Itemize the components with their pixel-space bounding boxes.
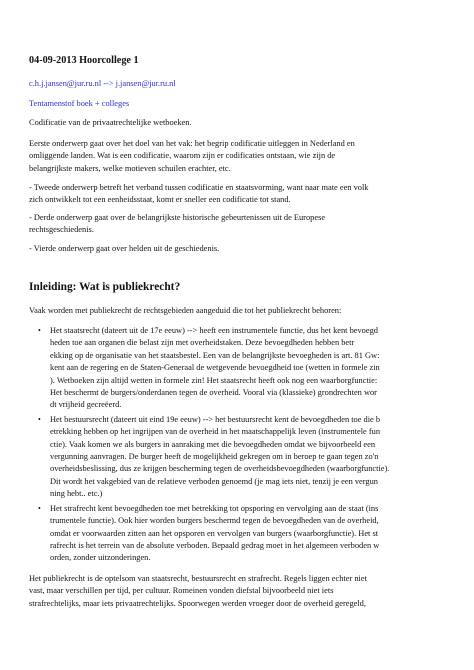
text-line: vast, maar verschillen per tijd, per cultuur. Romeinen vonden diefstal bijvoorbeeld niet iets [29,586,334,596]
tentamenstof-link[interactable]: Tentamenstof boek + colleges [29,99,130,108]
text-line: - Derde onderwerp gaat over de belangrijkste historische gebeurtenissen uit de Europese [29,213,326,222]
list-item-bestuursrecht [38,414,460,501]
text-line: Het publiekrecht is de optelsom van staatsrecht, bestuursrecht en strafrecht. Regels liggen echter niet [29,574,367,583]
text-line: overheidsbeslissing, dus ze krijgen bescherming tegen de overheidsbevoegdheden (waarborgfunctie). [50,464,390,474]
text-line: Het beschermt de burgers/onderdanen tegen de overheid. Vooral via (klassieke) grondrechten wor [50,388,377,398]
text-line: orden, zonder uitzonderingen. [50,553,151,563]
intro-paragraph-2 [29,182,449,207]
bullet-marker: • [38,414,41,424]
text-line: belangrijkste makers, welke motieven schuilen erachter, etc. [29,163,231,173]
text-line: Het staatsrecht (dateert uit de 17e eeuw) --> heeft een instrumentele functie, dus het kent bevoegd [50,326,378,335]
section-lead: Vaak worden met publiekrecht de rechtsgebieden aangeduid die tot het publiekrecht behoren: [29,306,342,315]
text-line: omdat er voorwaarden zitten aan het opsporen en vervolgen van burgers (waarborgfunctie). Het st [50,528,379,538]
text-line: Dit wordt het vakgebied van de relatieve verboden genoemd (je mag iets niet, tenzij je een vergun [50,476,378,486]
text-line: dt vrijheid gecreëerd. [50,400,122,410]
text-line: heden toe aan organen die belast zijn met overheidstaken. Deze bevoegdheden hebben betr [50,338,355,348]
text-line: Het strafrecht kent bevoegdheden toe met betrekking tot opsporing en vervolging aan de staat (ins [50,503,379,513]
text-line: Het bestuursrecht (dateert uit eind 19e eeuw) --> het bestuursrecht kent de bevoegdheden toe die b [50,414,381,424]
intro-paragraph-3 [29,212,449,237]
text-line: - Vierde onderwerp gaat over helden uit de geschiedenis. [29,244,220,253]
text-line: trumentele functie). Ook hier worden burgers beschermd tegen de bevoegdheden van de overheid, [50,516,379,526]
text-line: omliggende landen. Wat is een codificatie, waarom zijn er codificaties ontstaan, wie zijn de [29,151,336,161]
bullet-marker: • [38,326,41,335]
intro-paragraph-1 [29,138,449,175]
bullet-marker: • [38,503,41,513]
document-title: 04-09-2013 Hoorcollege 1 [29,55,139,66]
text-line: ekking op de organisatie van het staatsbestel. Een van de belangrijkste bevoegheden is art. 81 Gw: [50,350,380,360]
text-line: Eerste onderwerp gaat over het doel van het vak: het begrip codificatie uitleggen in Nederland en [29,139,355,148]
subject-line: Codificatie van de privaatrechtelijke wetboeken. [29,118,192,127]
bullet-list [38,325,460,565]
closing-paragraph [29,573,449,610]
text-line: vergunning aanvragen. De burger heeft de mogelijkheid gekregen om in beroep te gaan tegen zo'n [50,452,379,462]
text-line: - Tweede onderwerp betreft het verband tussen codificatie en staatsvorming, want naar mate een volk [29,183,369,192]
text-line: rechtsgeschiedenis. [29,225,94,235]
text-line: zich ontwikkelt tot een eenheidsstaat, komt er sneller een codificatie tot stand. [29,195,291,205]
text-line: ctie). Vaak komen we als burgers in aanraking met die bevoegdheden omdat we bijvoorbeeld een [50,439,376,449]
list-item-staatsrecht [38,325,460,412]
text-line: ). Wetboeken zijn altijd wetten in formele zin! Het staatsrecht heeft ook nog een waarborgfunctie: [50,375,378,385]
email-link[interactable]: c.h.j.jansen@jur.ru.nl --> j.jansen@jur.ru.nl [29,79,176,88]
text-line: strafrechtelijks, maar iets privaatrechtelijks. Spoorwegen werden vroeger door de overheid geregeld, [29,598,366,608]
text-line: kent aan de regering en de Staten-Generaal de wetgevende bevoegdheid toe (wetten in formele zin [50,363,380,373]
text-line: etrekking hebben op het ingrijpen van de overheid in het maatschappelijk leven (instrumentele fun [50,427,381,437]
intro-paragraph-4 [29,243,449,255]
section-heading: Inleiding: Wat is publiekrecht? [29,281,181,293]
list-item-strafrecht [38,503,460,565]
text-line: rafrecht is het terrein van de absolute verboden. Bepaald gedrag moet in het algemeen verboden w [50,540,380,550]
text-line: ning hebt.. etc.) [50,489,103,499]
